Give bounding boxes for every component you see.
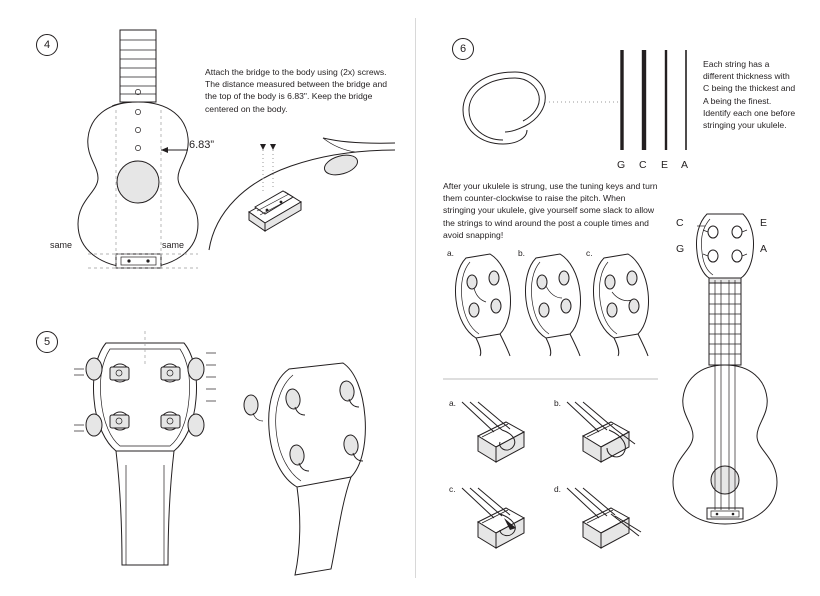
string-label-g: G [617,159,626,171]
headstock-substep-label-a: a. [447,248,454,258]
neck-string-label-c: C [676,217,684,229]
panel-divider [415,18,416,578]
step4-left-same-label: same [50,240,73,250]
bridge-substep-label-d: d. [554,484,561,494]
step6-string-thickness-text: Each string has a different thickness with C being the thickest and A being the finest. Identify each one before stringing your ukulele. [703,59,796,131]
string-label-c: C [639,159,647,171]
bridge-substep-label-a: a. [449,398,456,408]
bridge-stringing-step-a [448,400,548,478]
four-strings-thickness-diagram [612,46,702,156]
step4-bridge-detail-diagram [205,130,400,270]
string-label-e: E [661,159,669,171]
headstock-stringing-step-b [520,252,590,357]
step6-section-rule [443,378,658,380]
full-ukulele-front-diagram [645,208,805,573]
bridge-stringing-step-d [553,486,653,564]
coiled-string-diagram [455,58,565,168]
step5-headstock-front-diagram [235,355,395,580]
step4-body-front-diagram [28,26,228,276]
headstock-substep-label-b: b. [518,248,525,258]
headstock-stringing-step-a [450,252,520,357]
step5-headstock-back-diagram [70,325,230,575]
step-badge-6: 6 [452,38,474,60]
neck-string-label-a: A [760,243,768,255]
bridge-substep-label-b: b. [554,398,561,408]
headstock-substep-label-c: c. [586,248,593,258]
step-badge-5: 5 [36,331,58,353]
step6-tuning-instruction-text: After your ukulele is strung, use the tuning keys and turn them counter-clockwise to raise the pitch. When stringing your ukulele, give yourself some slack to allow the strings to wind around the post a couple times and avoid snapping! [443,181,658,240]
neck-string-label-e: E [760,217,768,229]
step4-dimension-label: 6.83” [189,139,215,151]
string-label-a: A [681,159,689,171]
step-badge-4: 4 [36,34,58,56]
step4-instruction-text: Attach the bridge to the body using (2x) screws. The distance measured between the bridge and the top of the body is 6.83". Keep the bridge centered on the body. [205,67,388,114]
bridge-stringing-step-c [448,486,548,564]
step4-right-same-label: same [162,240,185,250]
bridge-stringing-step-b [553,400,653,478]
bridge-substep-label-c: c. [449,484,456,494]
neck-string-label-g: G [676,243,685,255]
